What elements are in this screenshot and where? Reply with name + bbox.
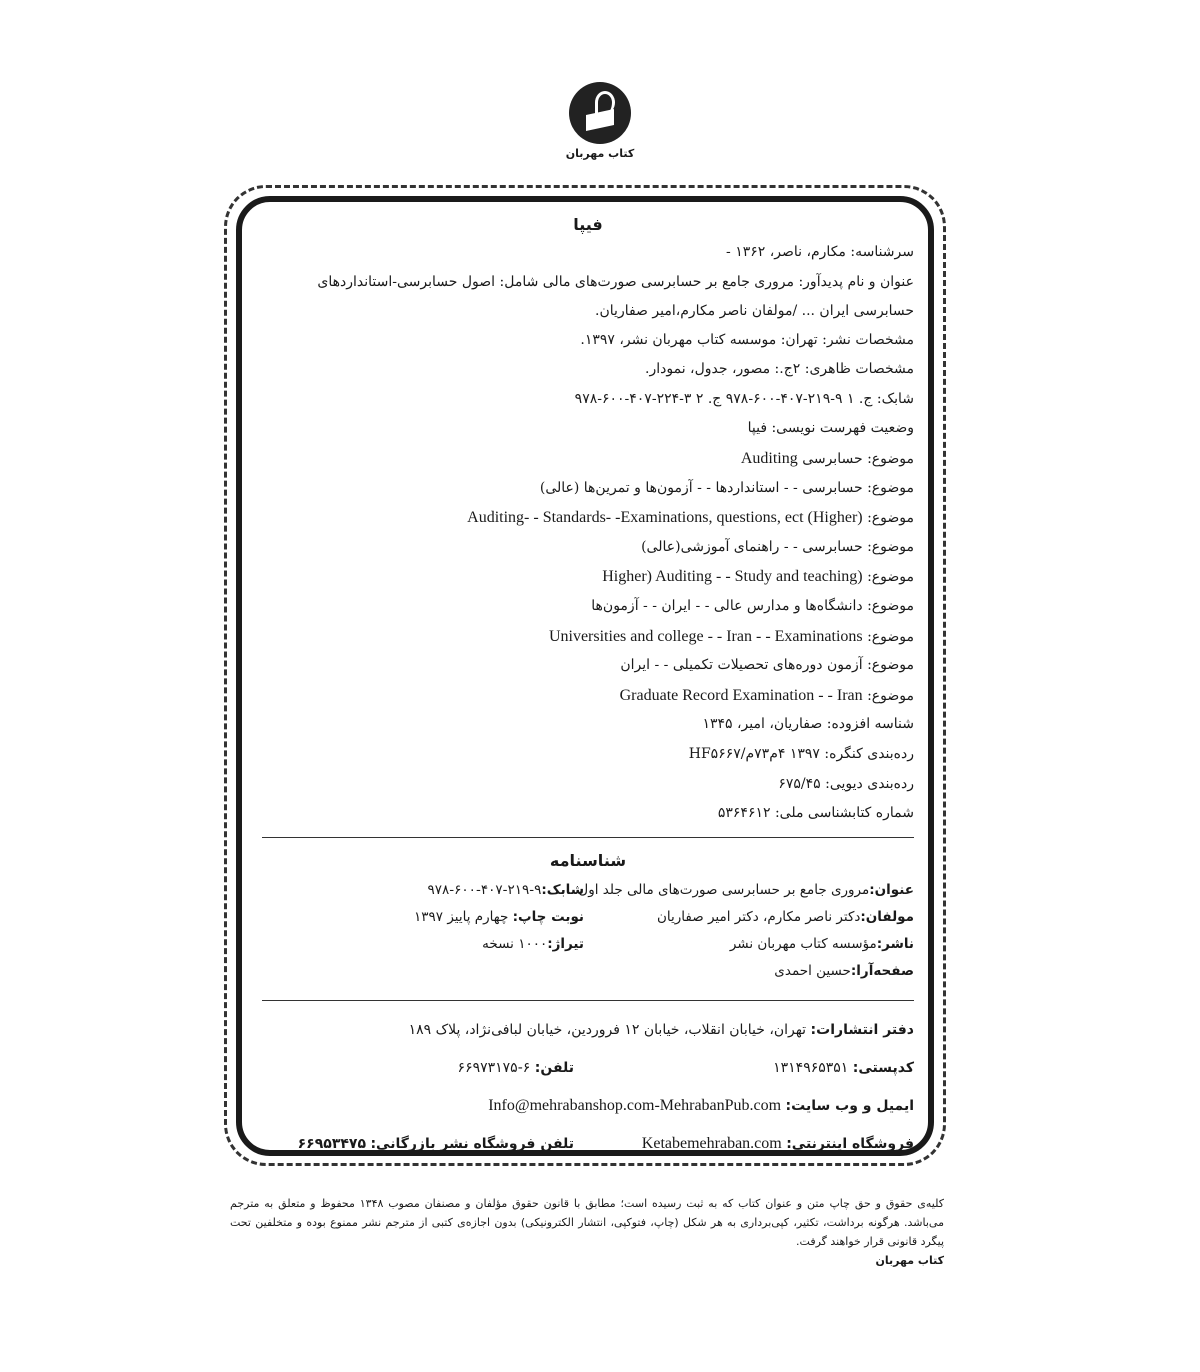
subject-en: Auditing xyxy=(740,449,798,467)
field-value: دکتر ناصر مکارم، دکتر امیر صفاریان xyxy=(656,908,861,925)
book-logo-icon xyxy=(569,82,631,144)
shop-label: فروشگاه اینترنتی: xyxy=(786,1135,914,1152)
fipa-row: شماره کتابشناسی ملی: ۵۳۶۴۶۱۲ xyxy=(717,805,914,822)
subject-label: موضوع: xyxy=(867,569,914,586)
publisher-logo xyxy=(560,82,640,172)
subject-label: موضوع: xyxy=(867,510,914,527)
book-title-field xyxy=(578,882,914,898)
field-value: حسین احمدی xyxy=(774,962,851,979)
layout-artist-field xyxy=(774,963,914,979)
subject-row xyxy=(262,474,914,504)
phone-field xyxy=(458,1049,574,1087)
fipa-row: مشخصات نشر: تهران: موسسه کتاب مهربان نشر، ۱۳۹۷. xyxy=(580,331,914,348)
fipa-row: مشخصات ظاهری: ۲ج.: مصور، جدول، نمودار. xyxy=(645,361,914,378)
subject-label: موضوع: xyxy=(867,657,914,674)
copyright-notice xyxy=(230,1194,944,1270)
field-label: مولفان: xyxy=(860,908,914,925)
subject-label: موضوع: xyxy=(867,479,914,496)
shop-phone-label: تلفن فروشگاه نشر بازرگانی: xyxy=(370,1135,574,1152)
publisher-contact xyxy=(262,1011,914,1163)
shop-value: Ketabemehraban.com xyxy=(641,1134,782,1152)
subject-en: Auditing- - Standards- -Examinations, questions, ect (Higher) xyxy=(467,509,863,527)
fipa-row: شناسه افزوده: صفاریان، امیر، ۱۳۴۵ xyxy=(702,716,914,733)
shop-phone-field xyxy=(298,1125,574,1163)
email-label: ایمیل و وب سایت: xyxy=(785,1097,914,1114)
book-id-sheet xyxy=(262,874,914,992)
email-line xyxy=(262,1087,914,1125)
shop-line xyxy=(262,1125,914,1163)
phone-label: تلفن: xyxy=(534,1059,574,1076)
print-run-field xyxy=(482,936,584,952)
subject-row xyxy=(262,562,914,592)
field-value: مروری جامع بر حسابرسی صورت‌های مالی جلد اول xyxy=(578,881,870,898)
subject-row xyxy=(262,533,914,563)
subject-row xyxy=(262,622,914,652)
field-label: عنوان: xyxy=(869,881,914,898)
field-value: ۱۰۰۰ نسخه xyxy=(482,935,548,952)
email-value: Info@mehrabanshop.com-MehrabanPub.com xyxy=(488,1096,782,1114)
authors-field xyxy=(657,909,914,925)
postal-value: ۱۳۱۴۹۶۵۳۵۱ xyxy=(773,1059,849,1076)
copyright-brand: کتاب مهربان xyxy=(875,1254,944,1267)
field-label: شابک: xyxy=(541,881,584,898)
fipa-row: وضعیت فهرست نویسی: فیپا xyxy=(747,420,914,437)
subject-row xyxy=(262,681,914,711)
address-label: دفتر انتشارات: xyxy=(810,1021,914,1038)
subject-label: موضوع: xyxy=(867,450,914,467)
field-value: چهارم پاییز ۱۳۹۷ xyxy=(414,908,509,925)
fipa-row: شابک: ج. ۱ ۹-۲۱۹-۴۰۷-۶۰۰-۹۷۸ ج. ۲ ۳-۲۲۴-۴۰۷-۶۰۰-۹۷۸ xyxy=(574,390,914,407)
subject-en: Universities and college - - Iran - - Examinations xyxy=(548,627,863,645)
fipa-row: رده‌بندی دیویی: ۶۷۵/۴۵ xyxy=(778,775,914,792)
field-label: نوبت چاپ: xyxy=(512,908,584,925)
isbn-field xyxy=(428,882,584,898)
copyright-text: کلیه‌ی حقوق و حق چاپ متن و عنوان کتاب که به ثبت رسیده است؛ مطابق با قانون حقوق مؤلفان و مصنفان مصوب ۱۳۴۸ محفوظ و متعلق به مترجم می‌باشد. هرگونه برداشت، تکثیر، کپی‌برداری به هر شکل (چاپ، فتوکپی، انتشار الکترونیکی) بدون اجازه‌ی کتبی از مترجم نشر ممنوع بوده و متخلفین تحت پیگرد قانونی قرار خواهند گرفت. xyxy=(230,1197,944,1248)
fipa-row: عنوان و نام پدیدآور: مروری جامع بر حسابرسی صورت‌های مالی شامل: اصول حسابرسی-استانداردهای حسابرسی ایران ... /مولفان ناصر مکارم،امیر صفاریان. xyxy=(317,273,914,319)
field-value: مؤسسه کتاب مهربان نشر xyxy=(729,935,877,952)
divider xyxy=(262,1000,914,1001)
subject-fa: حسابرسی - - استانداردها - - آزمون‌ها و تمرین‌ها (عالی) xyxy=(539,479,863,496)
divider xyxy=(262,837,914,838)
subject-en: Higher) Auditing - - Study and teaching) xyxy=(602,568,863,586)
fipa-row: رده‌بندی کنگره: ۱۳۹۷ ۴م۷۳م/HF۵۶۶۷ xyxy=(688,745,914,762)
postal-label: کدپستی: xyxy=(852,1059,914,1076)
field-label: صفحه‌آرا: xyxy=(850,962,914,979)
subject-row xyxy=(262,444,914,474)
field-value: ۹-۲۱۹-۴۰۷-۶۰۰-۹۷۸ xyxy=(427,881,542,898)
address-value: تهران، خیابان انقلاب، خیابان ۱۲ فروردین، خیابان لبافی‌نژاد، پلاک ۱۸۹ xyxy=(408,1021,807,1038)
subject-row xyxy=(262,651,914,681)
publisher-field xyxy=(730,936,914,952)
subject-fa: آزمون دوره‌های تحصیلات تکمیلی - - ایران xyxy=(620,657,863,674)
phone-value: ۶-۶۶۹۷۳۱۷۵ xyxy=(457,1059,531,1076)
shenasnameh-title: شناسنامه xyxy=(549,850,627,870)
fipa-record xyxy=(262,238,914,829)
subject-fa: دانشگاه‌ها و مدارس عالی - - ایران - - آزمون‌ها xyxy=(591,597,863,614)
info-panel xyxy=(262,212,914,1163)
subject-label: موضوع: xyxy=(867,687,914,704)
subject-label: موضوع: xyxy=(867,597,914,614)
edition-field xyxy=(414,909,584,925)
subject-row xyxy=(262,592,914,622)
subject-label: موضوع: xyxy=(867,538,914,555)
fipa-row: سرشناسه: مکارم، ناصر، ۱۳۶۲ - xyxy=(726,244,914,260)
subject-row xyxy=(262,503,914,533)
shop-phone-value: ۶۶۹۵۳۴۷۵ xyxy=(297,1135,366,1152)
subject-en: Graduate Record Examination - - Iran xyxy=(619,686,863,704)
logo-text: کتاب مهربان xyxy=(565,147,635,160)
subject-label: موضوع: xyxy=(867,628,914,645)
subject-fa: حسابرسی - - راهنمای آموزشی(عالی) xyxy=(641,538,863,555)
fipa-title: فیپا xyxy=(573,215,603,234)
address-line xyxy=(262,1011,914,1049)
field-label: تیراژ: xyxy=(547,935,584,952)
subject-fa: حسابرسی xyxy=(802,450,863,467)
postal-phone-line xyxy=(262,1049,914,1087)
field-label: ناشر: xyxy=(876,935,914,952)
